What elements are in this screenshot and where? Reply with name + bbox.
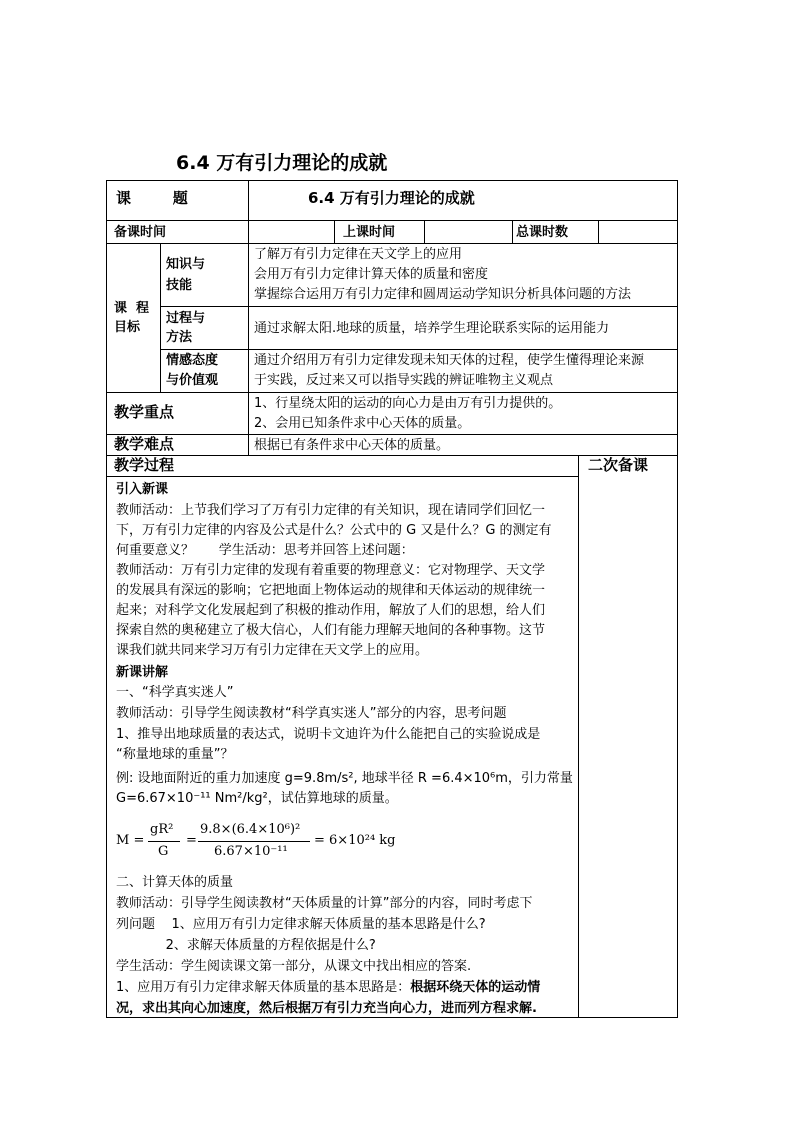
difficulty-text: 根据已有条件求中心天体的质量。 <box>254 438 450 453</box>
total-hours-label: 总课时数 <box>516 225 569 240</box>
key-point-item: 1、行星绕太阳的运动的向心力是由万有引力提供的。 <box>254 396 562 411</box>
row-divider <box>106 476 578 477</box>
intro-line: 课我们就共同来学习万有引力定律在天文学上的应用。 <box>116 643 429 658</box>
key-point-item: 2、会用已知条件求中心天体的质量。 <box>254 416 471 431</box>
process-label: 过程与 <box>166 311 206 326</box>
process-text: 通过求解太阳.地球的质量，培养学生理论联系实际的运用能力 <box>254 321 610 336</box>
section1-title: 一、“科学真实迷人” <box>116 685 234 700</box>
intro-line: 下，万有引力定律的内容及公式是什么？公式中的 G 又是什么？G 的测定有 <box>116 523 552 538</box>
section2-line: 列问题 1、应用万有引力定律求解天体质量的基本思路是什么? <box>116 917 486 932</box>
knowledge-item: 掌握综合运用万有引力定律和圆周运动学知识分析具体问题的方法 <box>254 287 632 302</box>
formula-frac2-den: 6.67×10⁻¹¹ <box>214 844 288 859</box>
knowledge-label: 知识与 <box>166 257 206 272</box>
row-divider <box>160 349 678 350</box>
process-header: 教学过程 <box>114 456 175 474</box>
example-line: G=6.67×10⁻¹¹ Nm²/kg²，试估算地球的质量。 <box>116 791 398 806</box>
emotion-label: 情感态度 <box>166 353 219 368</box>
prep-time-label: 备课时间 <box>114 225 167 240</box>
secondary-header: 二次备课 <box>588 456 649 474</box>
formula-result: = 6×10²⁴ kg <box>314 833 396 848</box>
section2-line: 学生活动：学生阅读课文第一部分，从课文中找出相应的答案. <box>116 959 472 974</box>
column-divider <box>578 455 579 1018</box>
page-title: 6.4 万有引力理论的成就 <box>176 152 388 174</box>
formula-eq: = <box>186 833 197 848</box>
key-points-label: 教学重点 <box>114 403 175 421</box>
column-divider <box>248 243 249 456</box>
intro-line: 何重要意义？ 学生活动：思考并回答上述问题： <box>116 543 414 558</box>
formula-frac1-den: G <box>158 844 169 859</box>
row-divider <box>106 392 678 393</box>
intro-line: 教师活动：上节我们学习了万有引力定律的有关知识，现在请同学们回忆一 <box>116 503 546 518</box>
row-divider <box>106 243 678 244</box>
column-divider <box>160 243 161 393</box>
section2-line: 教师活动：引导学生阅读教材“天体质量的计算”部分的内容，同时考虑下 <box>116 896 533 911</box>
answer-bold-line: 况，求出其向心加速度，然后根据万有引力充当向心力，进而列方程求解. <box>116 1001 537 1016</box>
intro-line: 起来；对科学文化发展起到了积极的推动作用，解放了人们的思想，给人们 <box>116 603 546 618</box>
fraction-bar <box>198 841 310 842</box>
column-divider <box>512 220 513 244</box>
column-divider <box>248 180 249 244</box>
objectives-label: 目标 <box>114 320 141 335</box>
column-divider <box>598 220 599 244</box>
example-line: 例: 设地面附近的重力加速度 g=9.8m/s², 地球半径 R =6.4×10⁶m，引力常量 <box>116 771 573 786</box>
answer-prefix: 1、应用万有引力定律求解天体质量的基本思路是： <box>116 980 411 995</box>
column-divider <box>334 220 335 244</box>
objectives-label: 课 程 <box>114 301 150 316</box>
answer-bold: 根据环绕天体的运动情 <box>410 980 541 995</box>
section1-line: “称量地球的重量”？ <box>116 747 234 762</box>
emotion-label: 与价值观 <box>166 373 219 388</box>
topic-value: 6.4 万有引力理论的成就 <box>308 189 475 207</box>
row-divider <box>106 434 678 435</box>
section2-title: 二、计算天体的质量 <box>116 875 234 890</box>
column-divider <box>424 220 425 244</box>
section1-line: 1、推导出地球质量的表达式，说明卡文迪许为什么能把自己的实验说成是 <box>116 727 541 742</box>
difficulty-label: 教学难点 <box>114 435 175 453</box>
process-label: 方法 <box>166 330 193 345</box>
section2-line: 2、求解天体质量的方程依据是什么? <box>116 938 376 953</box>
formula-frac1-num: gR² <box>150 822 174 837</box>
section2-answer <box>116 979 540 996</box>
emotion-line: 通过介绍用万有引力定律发现未知天体的过程，使学生懂得理论来源 <box>254 353 645 368</box>
row-divider <box>160 306 678 307</box>
intro-line: 探索自然的奥秘建立了极大信心，人们有能力理解天地间的各种事物。这节 <box>116 623 546 638</box>
emotion-line: 于实践，反过来又可以指导实践的辨证唯物主义观点 <box>254 373 554 388</box>
class-time-label: 上课时间 <box>343 225 396 240</box>
row-divider <box>106 220 678 221</box>
topic-label: 课 题 <box>116 189 188 207</box>
formula-frac2-num: 9.8×(6.4×10⁶)² <box>200 822 301 837</box>
intro-line: 的发展具有深远的影响；它把地面上物体运动的规律和天体运动的规律统一 <box>116 583 546 598</box>
intro-line: 教师活动：万有引力定律的发现有着重要的物理意义：它对物理学、天文学 <box>116 563 546 578</box>
section1-line: 教师活动：引导学生阅读教材“科学真实迷人”部分的内容，思考问题 <box>116 706 507 721</box>
new-lesson-heading: 新课讲解 <box>116 665 169 680</box>
knowledge-item: 会用万有引力定律计算天体的质量和密度 <box>254 267 489 282</box>
intro-heading: 引入新课 <box>116 482 169 497</box>
knowledge-item: 了解万有引力定律在天文学上的应用 <box>254 247 463 262</box>
fraction-bar <box>148 841 180 842</box>
knowledge-label: 技能 <box>166 278 193 293</box>
formula-lhs: M = <box>116 833 145 848</box>
